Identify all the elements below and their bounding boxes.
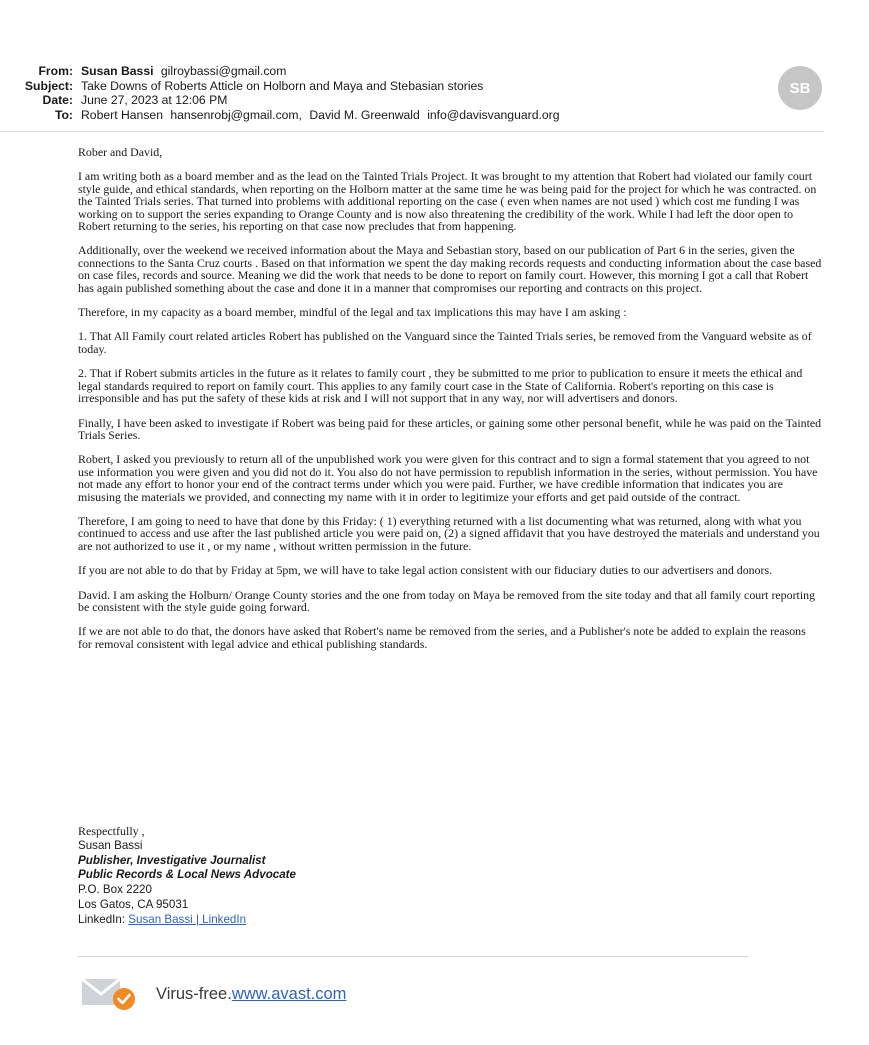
body-paragraph: 1. That All Family court related articles Robert has published on the Vanguard since the Tainted Trials series, be removed from the Vanguard website as of today. bbox=[78, 329, 812, 356]
body-paragraph: David. I am asking the Holburn/ Orange County stories and the one from today on Maya be removed from the site today and that all family court reporting be consistent with the style guide going forward. bbox=[78, 587, 816, 614]
to-label: To: bbox=[54, 107, 73, 122]
recipient-1-name[interactable]: Robert Hansen bbox=[81, 107, 163, 122]
body-paragraph: Finally, I have been asked to investigate if Robert was being paid for these articles, or gaining some other personal benefit, while he was paid on the Tainted Trials Series. bbox=[78, 415, 822, 442]
avast-footer bbox=[80, 976, 346, 1012]
from-row bbox=[0, 64, 869, 79]
body-paragraph: Therefore, I am going to need to have that done by this Friday: ( 1) everything returned with a list documenting what was returned, along with what you continued to access and use after the last published article you were paid on, (2) a signed affidavit that you have destroyed the materials and understand you are not authorized to use it , or my name , without written permission in the future. bbox=[78, 513, 820, 553]
signature-closing: Respectfully , bbox=[78, 824, 145, 838]
sender-email[interactable]: gilroybassi@gmail.com bbox=[160, 64, 287, 78]
body-paragraph: If you are not able to do that by Friday at 5pm, we will have to take legal action consistent with our fiduciary duties to our advertisers and donors. bbox=[78, 563, 773, 578]
body-paragraph: 2. That if Robert submits articles in the future as it relates to family court , they be submitted to me prior to publication to ensure it meets the ethical and legal standards required to report on family court. This applies to any family court case in the State of California. Robert's reporting on this case is irresponsible and has put the safety of these kids at risk and I will not support that in any way, nor will advertisers and donors. bbox=[78, 366, 803, 406]
signature-address-1: P.O. Box 2220 bbox=[78, 883, 152, 897]
virus-free-text bbox=[156, 985, 346, 1004]
body-paragraph: Additionally, over the weekend we received information about the Maya and Sebastian story, based on our publication of Part 6 in the series, given the connections to the Santa Cruz courts . Based on that information we spent the day making records requests and conducting information about the case based on case files, records and source. Meaning we did the work that needs to be done to report on family court. However, this morning I got a call that Robert has again published something about the case and done it in a manner that compromises our reporting and contracts on this project. bbox=[78, 243, 822, 295]
body-paragraph: If we are not able to do that, the donors have asked that Robert's name be removed from the series, and a Publisher's note be added to explain the reasons for removal consistent with legal advice and ethical publishing standards. bbox=[78, 624, 806, 651]
from-label: From: bbox=[38, 64, 73, 78]
signature-linkedin-row bbox=[78, 913, 296, 928]
signature-name: Susan Bassi bbox=[78, 838, 143, 852]
linkedin-label: LinkedIn: bbox=[78, 912, 129, 926]
signature-block bbox=[78, 824, 296, 928]
avast-link[interactable]: www.avast.com bbox=[231, 984, 347, 1003]
avast-mail-check-icon[interactable] bbox=[80, 976, 138, 1012]
recipient-2-name[interactable]: David M. Greenwald bbox=[309, 107, 420, 122]
date-row bbox=[0, 93, 869, 108]
subject-row bbox=[0, 79, 869, 94]
to-row bbox=[0, 108, 869, 123]
sender-avatar: SB bbox=[778, 66, 822, 110]
body-paragraph: Therefore, in my capacity as a board member, mindful of the legal and tax implications this may have I am asking : bbox=[78, 305, 627, 320]
body-paragraph: I am writing both as a board member and as the lead on the Tainted Trials Project. It was brought to my attention that Robert had violated our family court style guide, and ethical standards, when reporting on the Holborn matter at the same time he was being paid for the project for which he was contracted. on the Tainted Trials series. That turned into problems with additional reporting on the case ( even when names are not used ) which cost me funding I was working on to support the series expanding to Orange County and is now also threatening the credibility of the work. While I had left the door open to Robert returning to the series, his reporting on that case now precludes that from happening. bbox=[78, 169, 817, 234]
footer-divider bbox=[78, 956, 748, 957]
subject-text: Take Downs of Roberts Atticle on Holborn and Maya and Stebasian stories bbox=[81, 78, 484, 93]
body-paragraph: Robert, I asked you previously to return all of the unpublished work you were given for this contract and to sign a formal statement that you agreed to not use information you were given and you did not do it. You also do not have permission to republish information in the series, without permission. You have not made any effort to honor your end of the contract terms under which you were paid. Further, we have credible information that indicates you are misusing the materials we provided, and connecting my name with it in order to legitimize your efforts and get paid outside of the contract. bbox=[78, 452, 818, 504]
greeting: Rober and David, bbox=[78, 145, 163, 159]
header-divider bbox=[0, 131, 824, 132]
signature-title-1: Publisher, Investigative Journalist bbox=[78, 853, 266, 867]
email-header bbox=[0, 64, 869, 126]
recipient-1-email[interactable]: hansenrobj@gmail.com, bbox=[170, 107, 302, 122]
date-label: Date: bbox=[42, 93, 73, 108]
signature-title-2: Public Records & Local News Advocate bbox=[78, 868, 296, 882]
email-body bbox=[78, 146, 822, 662]
sender-name[interactable]: Susan Bassi bbox=[81, 64, 154, 78]
recipient-2-email[interactable]: info@davisvanguard.org bbox=[427, 107, 560, 122]
date-text: June 27, 2023 at 12:06 PM bbox=[81, 93, 228, 108]
virus-free-label: Virus-free. bbox=[156, 984, 232, 1003]
subject-label: Subject: bbox=[24, 78, 73, 93]
linkedin-link[interactable]: Susan Bassi | LinkedIn bbox=[128, 912, 247, 926]
signature-address-2: Los Gatos, CA 95031 bbox=[78, 897, 189, 911]
